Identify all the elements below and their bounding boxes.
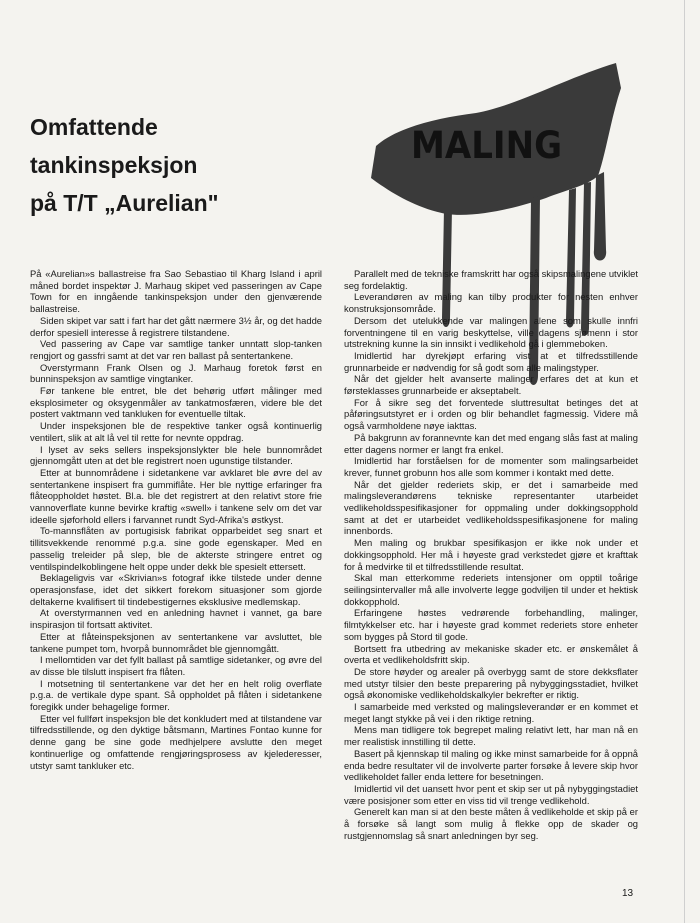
paragraph: At overstyrmannen ved en anledning havnet i vannet, ga bare inspirasjon til fortsatt aktivitet. [30, 607, 322, 631]
paragraph: Parallelt med de tekniske framskritt har også skipsmalingene utviklet seg fordelaktig. [344, 268, 638, 291]
right-column [344, 268, 638, 841]
title-line-3: på T/T „Aurelian" [30, 190, 219, 216]
paragraph: Bortsett fra utbedring av mekaniske skader etc. er ønskemålet å overta et vedlikeholdsfritt skip. [344, 642, 638, 666]
paragraph: I motsetning til sentertankene var det her en helt rolig overflate p.g.a. de vertikale dype spant. Så oppholdet på flåten i sidetankene foregikk under behagelige former. [30, 677, 322, 713]
paragraph: Etter at bunnområdene i sidetankene var avklaret ble øvre del av sentertankene inspisert fra gummiflåte. Her ble nyttige erfaringer fra flåteoppholdet høstet. Bl.a. ble det registrert at den relativt store frie vannoverflate kunne bevirke kraftig «swell» i tankene selv om det var ideelle sjøforhold ellers i farvannet rundt Syd-Afrika's østkyst. [30, 466, 322, 525]
paragraph: Overstyrmann Frank Olsen og J. Marhaug foretok først en bunninspeksjon av samtlige vingtanker. [30, 361, 322, 385]
paragraph: På «Aurelian»s ballastreise fra Sao Sebastiao til Kharg Island i april måned bordet inspektør J. Marhaug skipet ved passeringen av Cape Town for en inngående tankinspeksjon under den gjenværende ballastreise. [30, 268, 322, 315]
paragraph: Etter at flåteinspeksjonen av sentertankene var avsluttet, ble tankene pumpet tom, hvorpå bunnområdet ble gjennomgått. [30, 630, 322, 654]
paragraph: Basert på kjennskap til maling og ikke minst samarbeide for å oppnå enda bedre resultater vil de involverte parter forsøke å levere skip hvor vedlikeholdet faller enda lettere for besetningen. [344, 747, 638, 783]
paragraph: Siden skipet var satt i fart har det gått nærmere 3½ år, og det hadde derfor spesiell interesse å registrere tilstandene. [30, 314, 322, 338]
paragraph: Beklageligvis var «Skrivian»s fotograf ikke tilstede under denne operasjonsfase, idet det sikkert forekom situasjoner som gjorde deltakerne kvalifisert til tindebestigernes eksklusive medlemskap. [30, 572, 322, 607]
paragraph: Leverandøren av maling kan tilby produkter for nesten enhver konstruksjonsområde. [344, 291, 638, 315]
title-line-1: Omfattende [30, 114, 158, 140]
paragraph: Imidlertid vil det uansett hvor pent et skip ser ut på nybyggingstadiet være posisjoner som etter en viss tid vil trenge vedlikehold. [344, 782, 638, 806]
paragraph: På bakgrunn av forannevnte kan det med engang slås fast at maling etter dagens normer er langt fra enkel. [344, 431, 638, 455]
paragraph: Imidlertid har dyrekjøpt erfaring vist at et tilfredsstillende grunnarbeide er nødvendig for så godt som alle malingstyper. [344, 349, 638, 373]
paragraph: Når det gjelder rederiets skip, er det i samarbeide med malingsleverandørens tekniske representanter utarbeidet vedlikeholdsspesifikasjoner for oppmaling under dokkingsopphold samt at det er utarbeidet vedlikeholdsspesifikasjonene for maling innenbords. [344, 478, 638, 537]
paragraph: I samarbeide med verksted og malingsleverandør er en kommet et meget langt stykke på vei i den riktige retning. [344, 701, 638, 724]
paragraph: Ved passering av Cape var samtlige tanker unntatt slop-tanken rengjort og gassfri samt at det var ren ballast på sentertankene. [30, 338, 322, 361]
paint-drip-5 [594, 172, 606, 261]
paragraph: Under inspeksjonen ble de respektive tanker også kontinuerlig ventilert, slik at alt lå vel til rette for nevnte oppdrag. [30, 420, 322, 443]
paragraph: Før tankene ble entret, ble det behørig utført målinger med eksplosimeter og oksygenmåler av tankatmosfæren, videre ble det postert vaktmann ved tankluken for eventuelle tiltak. [30, 385, 322, 420]
paragraph: For å sikre seg det forventede sluttresultat betinges det at påføringsutstyret er i orden og blir behandlet fagmessig. Videre må også varmholdene nøye iakttas. [344, 396, 638, 432]
paragraph: I mellomtiden var det fyllt ballast på samtlige sidetanker, og øvre del av disse ble tilslutt inspisert fra flåten. [30, 654, 322, 677]
left-column [30, 268, 322, 771]
paragraph: Men maling og brukbar spesifikasjon er ikke nok under et dokkingsopphold. Her må i høyeste grad verkstedet gjøre et krafttak for å medvirke til et tilfredsstillende resultat. [344, 537, 638, 572]
banner-label: MALING [411, 124, 563, 167]
paragraph: To-mannsflåten av portugisisk fabrikat opparbeidet seg snart et tillitsvekkende renommé p.g.a. sine gode egenskaper. Med en passelig treleider på slep, ble de akterste stringere entret og ventilspindelkoblingene helt oppe under dekk ble spesielt ettersett. [30, 525, 322, 572]
article-title [30, 108, 330, 222]
page-number: 13 [622, 888, 634, 899]
paragraph: De store høyder og arealer på overbygg samt de store dekksflater med utstyr tilsier den beste preparering på nybyggingsstadiet, hvilket også økonomiske vedlikeholdskalkyler bekrefter er riktig. [344, 665, 638, 701]
paragraph: Etter vel fullført inspeksjon ble det konkludert med at tilstandene var tilfredsstillende, og den dyktige båtsmann, Martines Fontao kunne for denne gang be sine gode medhjelpere avslutte den meget kontinuerlige og omfattende rengjøringsprosess av kjelederesser, utstyr samt tankluker etc. [30, 712, 322, 771]
paragraph: Dersom det utelukkende var malingen alene som skulle innfri forventningene til en varig beskyttelse, ville dagens sjømenn i stor utstrekning kunne la sin innsikt i vedlikehold gå i glemmeboken. [344, 314, 638, 350]
title-line-2: tankinspeksjon [30, 152, 198, 178]
paragraph: Imidlertid har forståelsen for de momenter som malingsarbeidet krever, funnet grobunn hos alle som kommer i kontakt med dette. [344, 455, 638, 478]
paragraph: I lyset av seks sellers inspeksjonslykter ble hele bunnområdet gjennomgått uten at det ble registrert noen ugunstige tilstander. [30, 443, 322, 467]
page-edge [684, 0, 685, 923]
paragraph: Når det gjelder helt avanserte malinger erfares det at kun et førsteklasses grunnarbeide er akseptabelt. [344, 373, 638, 397]
paragraph: Skal man etterkomme rederiets intensjoner om opptil toårige seilingsintervaller må alle involverte legge godviljen til under et hektisk dokkopphold. [344, 572, 638, 607]
paragraph: Generelt kan man si at den beste måten å vedlikeholde et skip på er å forsøke så langt som mulig å flekke opp de skader og rustgjennomslag så snart anledningen byr seg. [344, 806, 638, 841]
paragraph: Erfaringene høstes vedrørende forbehandling, malinger, filmtykkelser etc. har i høyeste grad kommet rederiets store enheter som bygges på Stord til gode. [344, 607, 638, 642]
paragraph: Mens man tidligere tok begrepet maling relativt lett, har man nå en mer realistisk innstilling til dette. [344, 724, 638, 748]
